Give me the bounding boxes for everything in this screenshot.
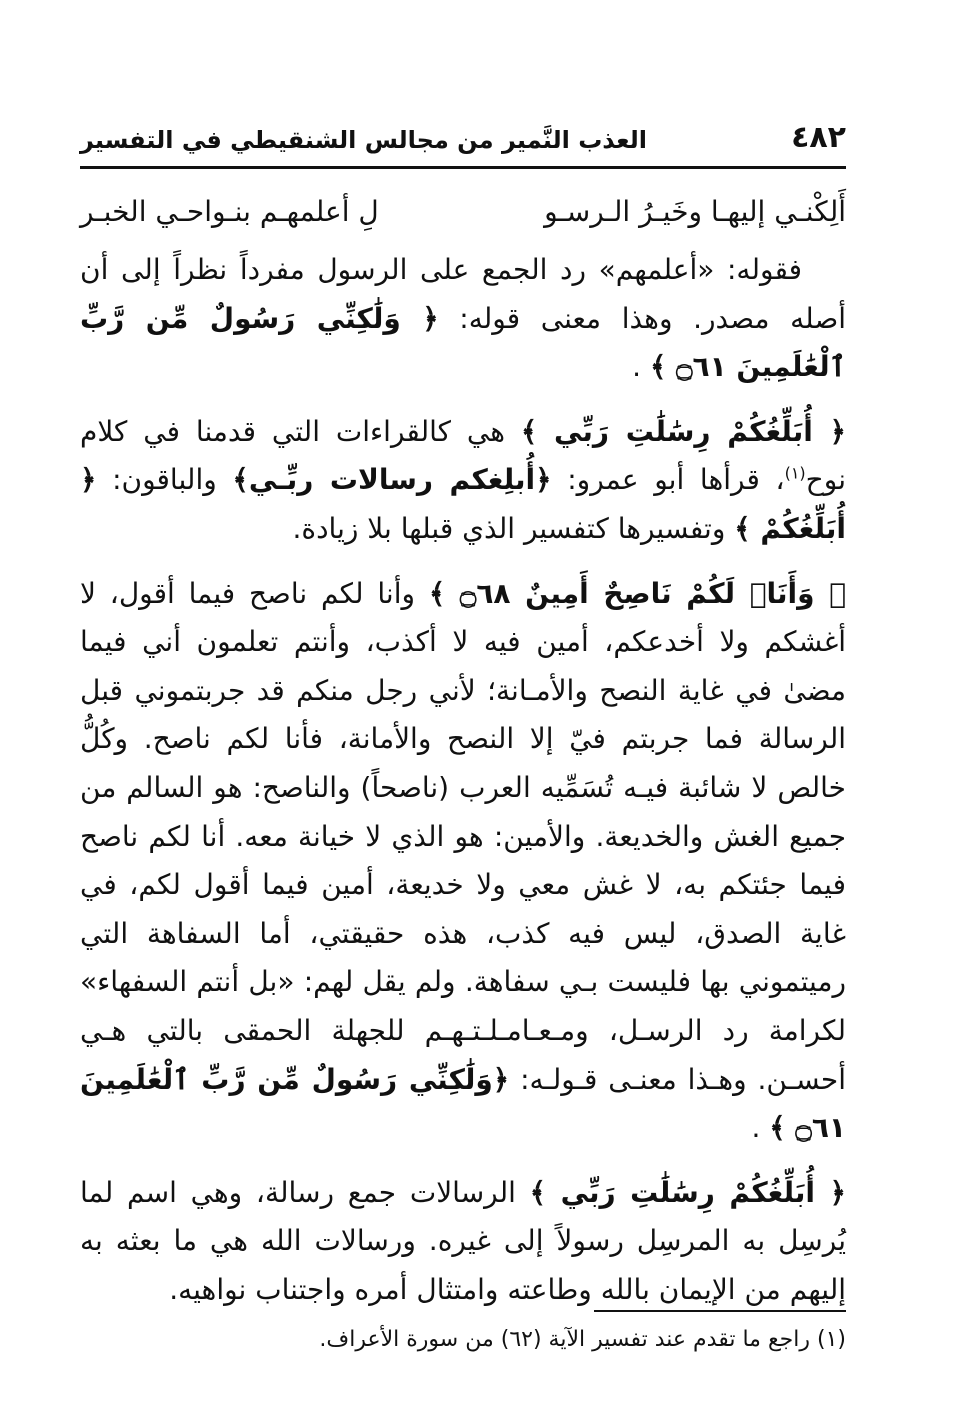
paragraph-text: . [632,350,650,384]
book-page [80,0,846,1414]
verse-second-hemistich: لِ أعلمهـم بنـواحـي الخبـر [80,195,379,228]
quran-quote: ﴿ وَلَٰكِنِّي رَسُولٌ مِّن رَّبِّ ٱلْعَٰلَمِينَ ۝٦١ ﴾ [80,301,846,384]
paragraph [80,408,846,554]
verse-first-hemistich: أَلِكْنـي إليهـا وخَيـرُ الـرسـو [544,195,846,228]
page-number: ٤٨٢ [791,120,846,155]
quran-quote: ﴿ أُبَلِّغُكُمْ رِسَٰلَٰتِ رَبِّي ﴾ [529,1175,846,1209]
paragraph-text: فقوله: «أعلمهم» رد الجمع على الرسول مفرداً نظراً إلى أن أصله مصدر. وهذا معنى قوله: [80,253,846,335]
paragraph [80,1169,846,1315]
paragraph-text: وتفسيرها كتفسير الذي قبلها بلا زيادة. [292,511,735,545]
quran-quote: ﴿وَلَٰكِنِّي رَسُولٌ مِّن رَّبِّ ٱلْعَٰلَمِينَ ۝٦١ ﴾ [80,1062,846,1145]
paragraph-text: ، قرأها أبو عمرو: [551,463,785,497]
quran-quote: ﴿ أُبَلِّغُكُمْ ﴾ [80,463,846,545]
paragraph-text: وأنا لكم ناصح فيما أقول، لا أغشكم ولا أخدعكم، أمين فيه لا أكذب، وأنتم تعلمون أني فيما مضىٰ في غاية النصح والأمـانة؛ لأني رجل منكم قد جربتموني قبل الرسالة فما جربتم فيّ إلا النصح والأمانة، فأنا لكم ناصح. وكُلُّ خالص لا شائبة فيـه تُسَمِّيه العرب (ناصحاً) والناصح: هو السالم من جميع الغش والخديعة. والأمين: هو الذي لا خيانة معه. أنا لكم ناصح فيما جئتكم به، لا غش معي ولا خديعة، أمين فيما أقول لكم، في غاية الصدق، ليس فيه كذب، هذه حقيقتي، أما السفاهة التي رميتموني بها فليست بـي سفاهة. ولم يقل لهم: «بل أنتم السفهاء» لكرامة رد الرسـل، ومـعـامـلـتـهـم للجهلة الحمقى بالتي هـي أحسـن. وهـذا معنـى قـولـه: [80,576,847,1096]
poetry-verse [80,180,846,244]
paragraph-text: . [751,1111,770,1145]
paragraph-text: والباقون: [96,463,233,497]
running-title: العذب النَّمير من مجالس الشنقيطي في التفسير [80,126,647,154]
running-header [80,118,846,166]
main-text [80,180,846,1330]
paragraphs [80,246,846,1314]
footnote-reference: (١) [784,464,806,484]
paragraph [80,246,846,392]
footnotes [80,1322,846,1358]
quran-quote: ﴿أُبلِغكم رسالات ربِّـي﴾ [232,463,552,497]
footnote-item: (١) راجع ما تقدم عند تفسير الآية (٦٢) من سورة الأعراف. [319,1327,846,1352]
quran-quote: ﴿ وَأَنَا۠ لَكُمْ نَاصِحٌ أَمِينٌ ۝٦٨ ﴾ [428,576,847,610]
footnote-divider [594,1310,846,1312]
paragraph-text: هي كالقراءات التي قدمنا في كلام نوح [80,414,846,497]
header-divider [80,166,846,169]
paragraph-text: الرسالات جمع رسالة، وهي اسم لما يُرسِل به المرسِل رسولاً إلى غيره. ورسالات الله هي ما بعثه به إليهم من الإيمان بالله وطاعته وامتثال أمره واجتناب نواهيه. [80,1175,846,1306]
paragraph [80,570,846,1153]
quran-quote: ﴿ أُبَلِّغُكُمْ رِسَٰلَٰتِ رَبِّي ﴾ [520,414,846,448]
